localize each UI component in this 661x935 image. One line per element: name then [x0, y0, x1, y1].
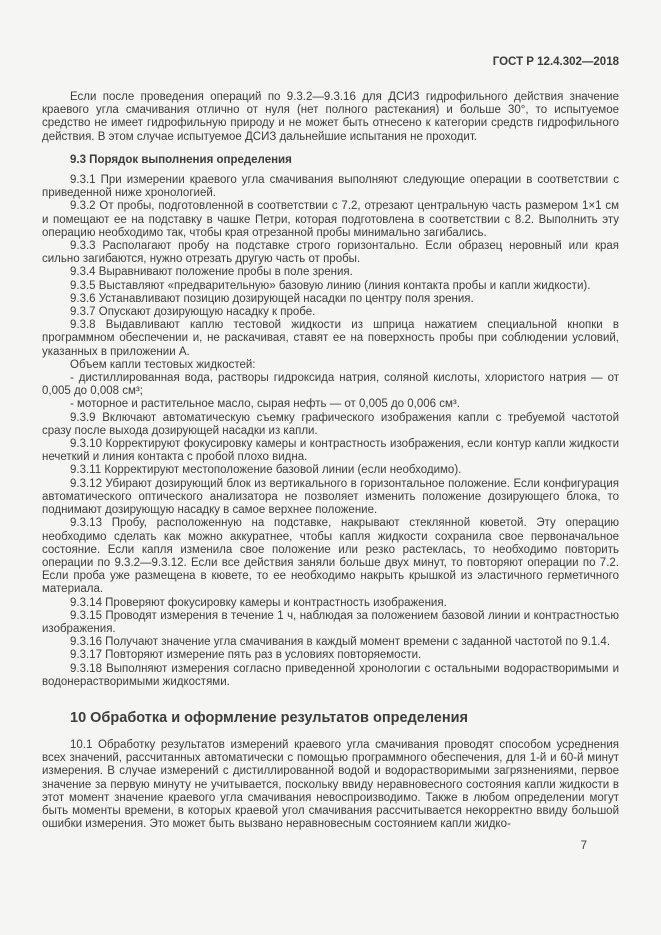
clause-9-3-5: 9.3.5 Выставляют «предварительную» базовую линию (линия контакта пробы и капли жидкости).: [70, 279, 591, 292]
clause-9-3-10: 9.3.10 Корректируют фокусировку камеры и контрастность изображения, если контур капли жидкости нечеткий и линия контакта с пробой плохо видна.: [42, 438, 619, 464]
test-liquid-volume-lead: Объем капли тестовых жидкостей:: [70, 358, 256, 371]
clause-9-3-14: 9.3.14 Проверяют фокусировку камеры и контрастность изображения.: [70, 596, 447, 609]
clause-9-3-13: 9.3.13 Пробу, расположенную на подставке, накрывают стеклянной кюветой. Эту операцию необходимо сделать как можно аккуратнее, чтобы капля жидкости сохранила свое первоначальное состояние. Если капля изменила свое положение или резко растеклась, то необходимо повторить операции по 9.3.2—9.3.12. Если все действия заняли больше двух минут, то повторяют операции по 7.2. Если проба уже размещена в кювете, то ее необходимо накрыть крышкой из эластичного герметичного материала.: [42, 517, 619, 596]
page-number: 7: [580, 840, 587, 852]
clause-9-3-18: 9.3.18 Выполняют измерения согласно приведенной хронологии с остальными водорастворимыми и водонерастворимыми жидкостями.: [42, 662, 619, 688]
test-liquid-volume-item-water: - дистиллированная вода, растворы гидроксида натрия, соляной кислоты, хлористого натрия — от 0,005 до 0,008 см³;: [42, 372, 619, 398]
test-liquid-volume-item-oil: - моторное и растительное масло, сырая нефть — от 0,005 до 0,006 см³.: [70, 398, 460, 411]
intro-paragraph: Если после проведения операций по 9.3.2—9.3.16 для ДСИЗ гидрофильного действия значение краевого угла смачивания отлично от нуля (нет полного растекания) и больше 30°, то испытуемое средство не имеет гидрофильную природу и не может быть отнесено к категории средств гидрофильного действия. В этом случае испытуемое ДСИЗ дальнейшие испытания не проходит.: [42, 91, 619, 143]
section-10-heading: 10 Обработка и оформление результатов определения: [70, 709, 468, 726]
clause-9-3-15: 9.3.15 Проводят измерения в течение 1 ч, наблюдая за положением базовой линии и контрастностью изображения.: [42, 609, 619, 635]
clause-9-3-12: 9.3.12 Убирают дозирующий блок из вертикального в горизонтальное положение. Если конфигурация автоматического оптического анализатора не позволяет изменить положение дозирующего блока, то поднимают дозирующую насадку в самое верхнее положение.: [42, 477, 619, 517]
clause-9-3-1: 9.3.1 При измерении краевого угла смачивания выполняют следующие операции в соответствии с приведенной ниже хронологией.: [42, 174, 619, 200]
clause-10-1: 10.1 Обработку результатов измерений краевого угла смачивания проводят способом усреднения всех значений, рассчитанных автоматически с помощью программного обеспечения, для 1-й и 60-й минут измерения. В случае измерений с дистиллированной водой и водорастворимыми загрязнениями, первое значение за первую минуту не учитывается, поскольку ввиду неравновесного состояния капли жидкости в этот момент значение краевого угла смачивания невоспроизводимо. Также в любом определении могут быть моменты времени, в которых краевой угол смачивания рассчитывается некорректно ввиду большой ошибки измерения. Это может быть вызвано неравновесным состоянием капли жидко-: [42, 738, 619, 831]
clause-9-3-8: 9.3.8 Выдавливают каплю тестовой жидкости из шприца нажатием специальной кнопки в программном обеспечении и, не раскачивая, ставят ее на поверхность пробы при соблюдении условий, указанных в приложении А.: [42, 319, 619, 358]
standard-code-header: ГОСТ Р 12.4.302—2018: [492, 56, 619, 68]
clause-9-3-11: 9.3.11 Корректируют местоположение базовой линии (если необходимо).: [70, 464, 462, 477]
clause-9-3-2: 9.3.2 От пробы, подготовленной в соответствии с 7.2, отрезают центральную часть размером 1×1 см и помещают ее на подставку в чашке Петри, которая подготовлена в соответствии с 8.2. Выполнить эту операцию необходимо так, чтобы края отрезанной пробы минимально загибались.: [42, 200, 619, 239]
clause-9-3-6: 9.3.6 Устанавливают позицию дозирующей насадки по центру поля зрения.: [70, 292, 474, 305]
clause-9-3-17: 9.3.17 Повторяют измерение пять раз в условиях повторяемости.: [70, 649, 422, 662]
section-9-3-heading: 9.3 Порядок выполнения определения: [70, 153, 292, 166]
clause-9-3-3: 9.3.3 Располагают пробу на подставке строго горизонтально. Если образец неровный или края сильно загибаются, нужно отрезать другую часть от пробы.: [42, 240, 619, 266]
clause-9-3-16: 9.3.16 Получают значение угла смачивания в каждый момент времени с заданной частотой по 9.1.4.: [70, 636, 611, 649]
clause-9-3-9: 9.3.9 Включают автоматическую съемку графического изображения капли с требуемой частотой сразу после выхода дозирующей насадки из капли.: [42, 411, 619, 437]
clause-9-3-7: 9.3.7 Опускают дозирующую насадку к пробе.: [70, 306, 316, 319]
clause-9-3-4: 9.3.4 Выравнивают положение пробы в поле зрения.: [70, 266, 353, 279]
